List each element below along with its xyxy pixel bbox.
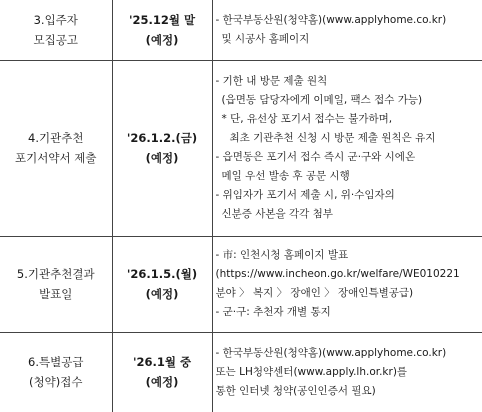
step-label: 5.기관추천결과: [16, 267, 95, 281]
date-label: '26.1월 중: [132, 355, 192, 370]
step-cell: [0, 60, 112, 236]
table-row: [0, 0, 482, 60]
date-label: '26.1.5.(월): [126, 267, 198, 281]
date-note: (예정): [145, 287, 179, 301]
step-cell: [0, 236, 112, 332]
date-note: (예정): [145, 151, 179, 165]
table-row: [0, 236, 482, 332]
detail-line: - 위임자가 포기서 제출 시, 위·수임자의: [215, 189, 395, 201]
date-cell: [112, 236, 212, 332]
detail-line: 또는 LH청약센터(www.apply.lh.or.kr)를: [215, 365, 408, 378]
detail-line: - 한국부동산원(청약홈)(www.applyhome.co.kr): [215, 13, 447, 26]
date-note: (예정): [145, 375, 179, 390]
detail-line: - 기한 내 방문 제출 원칙: [215, 75, 328, 87]
detail-line: - 市: 인천시청 홈페이지 발표: [215, 249, 349, 261]
step-label: 3.입주자: [33, 12, 78, 27]
detail-cell: [212, 332, 482, 412]
table-row: [0, 60, 482, 236]
detail-line: * 단, 유선상 포기서 접수는 불가하며,: [221, 113, 393, 125]
detail-line: 신분증 사본을 각각 첨부: [221, 208, 333, 220]
detail-line: 및 시공사 홈페이지: [221, 32, 310, 45]
detail-line: 메일 우선 발송 후 공문 시행: [221, 170, 350, 182]
step-cell: [0, 332, 112, 412]
detail-line: - 한국부동산원(청약홈)(www.applyhome.co.kr): [215, 346, 447, 359]
detail-line: - 군·구: 추천자 개별 통지: [215, 306, 331, 318]
step-label: 4.기관추천: [28, 131, 84, 145]
detail-cell: [212, 236, 482, 332]
date-note: (예정): [145, 32, 179, 47]
date-label: '25.12월 말: [128, 12, 196, 27]
date-label: '26.1.2.(금): [126, 131, 198, 145]
step-cell: [0, 0, 112, 60]
detail-link[interactable]: (https://www.incheon.go.kr/welfare/WE010221: [215, 268, 460, 280]
step-label: (청약)접수: [29, 375, 83, 390]
step-label: 포기서약서 제출: [15, 151, 97, 165]
step-label: 모집공고: [33, 32, 78, 47]
detail-line: 분야 〉 복지 〉 장애인 〉 장애인특별공급): [215, 287, 414, 299]
detail-line: - 읍면동은 포기서 접수 즉시 군·구와 시에온: [215, 151, 416, 163]
detail-cell: [212, 0, 482, 60]
detail-line: 최초 기관추천 신청 시 방문 제출 원칙은 유지: [229, 132, 436, 144]
detail-line: 통한 인터넷 청약(공인인증서 필요): [215, 384, 376, 397]
date-cell: [112, 60, 212, 236]
step-label: 발표일: [39, 287, 73, 301]
table-row: [0, 332, 482, 412]
date-cell: [112, 332, 212, 412]
detail-cell: [212, 60, 482, 236]
date-cell: [112, 0, 212, 60]
step-label: 6.특별공급: [28, 355, 84, 370]
detail-line: (읍면동 담당자에게 이메일, 팩스 접수 가능): [221, 94, 423, 106]
